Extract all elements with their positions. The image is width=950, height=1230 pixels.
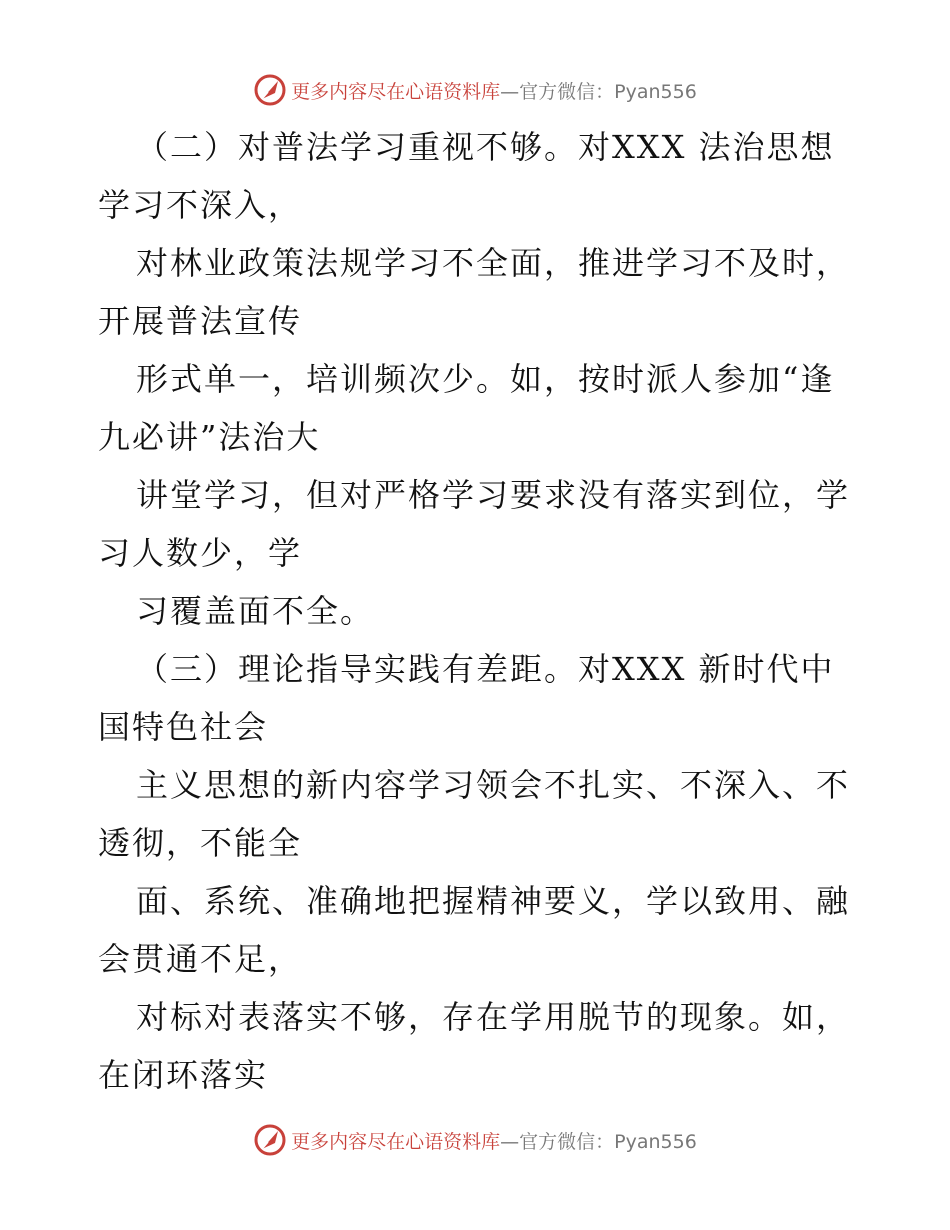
- quill-logo-icon: [253, 1123, 287, 1157]
- text-line: 透彻，不能全: [98, 824, 303, 862]
- footer-banner-red-text: 更多内容尽在心语资料库: [291, 1130, 501, 1153]
- text-line: 国特色社会: [98, 708, 269, 746]
- footer-banner: [0, 1120, 950, 1160]
- text-line: 对标对表落实不够，存在学用脱节的现象。如，: [136, 998, 851, 1036]
- header-banner-gray-text: —官方微信：Pyan556: [500, 80, 697, 103]
- text-line: 讲堂学习，但对严格学习要求没有落实到位，学: [136, 476, 851, 514]
- text-line: 学习不深入，: [98, 186, 303, 224]
- text-line: 开展普法宣传: [98, 302, 303, 340]
- text-line: （三）理论指导实践有差距。对XXX 新时代中: [136, 650, 835, 688]
- footer-banner-gray-text: —官方微信：Pyan556: [500, 1130, 697, 1153]
- text-line: 主义思想的新内容学习领会不扎实、不深入、不: [136, 766, 851, 804]
- text-line: 面、系统、准确地把握精神要义，学以致用、融: [136, 882, 851, 920]
- text-line: 习覆盖面不全。: [136, 592, 375, 630]
- document-body: [98, 118, 858, 1104]
- text-line: 对林业政策法规学习不全面，推进学习不及时，: [136, 244, 851, 282]
- text-line: 九必讲”法治大: [98, 418, 321, 456]
- text-line: （二）对普法学习重视不够。对XXX 法治思想: [136, 128, 835, 166]
- header-banner-text: [291, 77, 697, 104]
- text-line: 会贯通不足，: [98, 940, 303, 978]
- text-line: 习人数少，学: [98, 534, 303, 572]
- header-banner: [0, 70, 950, 110]
- quill-logo-icon: [253, 73, 287, 107]
- header-banner-red-text: 更多内容尽在心语资料库: [291, 80, 501, 103]
- text-line: 形式单一，培训频次少。如，按时派人参加“逢: [136, 360, 835, 398]
- text-line: 在闭环落实: [98, 1056, 269, 1094]
- footer-banner-text: [291, 1127, 697, 1154]
